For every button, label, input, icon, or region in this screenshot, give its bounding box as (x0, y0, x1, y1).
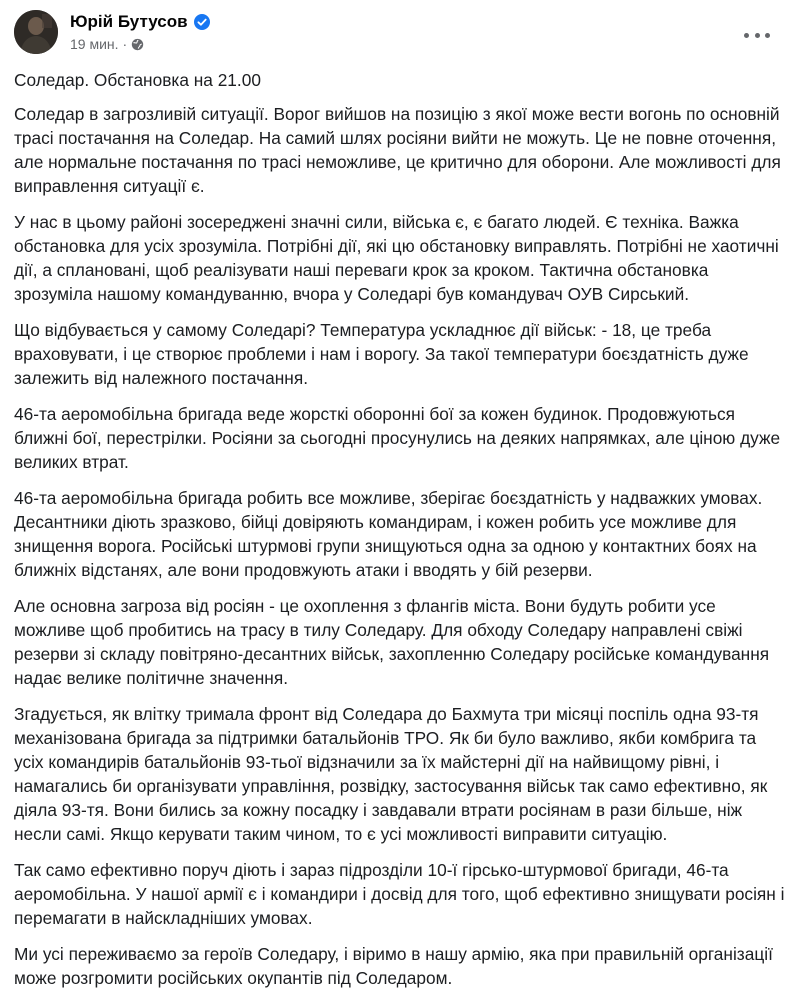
post-paragraph: Але основна загроза від росіян - це охоплення з флангів міста. Вони будуть робити усе можливе щоб пробитись на трасу в тилу Соледару. Для обходу Соледару направлені свіжі резерви зі складу повітряно-десантних військ, захопленню Соледару російське командування надає велике політичне значення. (14, 596, 770, 688)
meta-separator: · (122, 36, 128, 52)
more-dot (765, 33, 770, 38)
more-options-icon[interactable] (744, 30, 770, 40)
author-name[interactable]: Юрій Бутусов (70, 12, 188, 31)
post-title: Соледар. Обстановка на 21.00 (14, 70, 261, 90)
post-meta (70, 35, 210, 53)
globe-icon[interactable] (131, 38, 144, 51)
post-paragraph: Соледар в загрозливій ситуації. Ворог вийшов на позицію з якої може вести вогонь по основній трасі постачання на Соледар. На самий шлях росіяни вийти не можуть. Це не повне оточення, але нормальне постачання по трасі неможливе, це критично для оборони. Але можливості для виправлення ситуації є. (14, 104, 781, 196)
avatar-photo (14, 10, 58, 54)
more-dot (755, 33, 760, 38)
post-header (14, 8, 786, 64)
post-body (14, 68, 786, 999)
post-timestamp[interactable]: 19 мин. (70, 36, 119, 52)
post-paragraph: Згадується, як влітку тримала фронт від Соледара до Бахмута три місяці поспіль одна 93-тя механізована бригада за підтримки батальйонів ТРО. Як би було важливо, якби комбрига та усіх командирів батальйонів 93-тьої відзначили за їх майстерні дії на найвищому рівні, і намагались би організувати управління, розвідку, застосування військ так само ефективно, як діяла 93-тя. Вони бились за кожну посадку і завдавали втрати росіянам в рази більше, ніж несли самі. Якщо керувати таким чином, то є усі можливості виправити ситуацію. (14, 704, 768, 844)
author-block (70, 10, 210, 53)
author-line (70, 10, 210, 34)
author-avatar[interactable] (14, 10, 58, 54)
more-dot (744, 33, 749, 38)
post-paragraph: 46-та аеромобільна бригада робить все можливе, зберігає боєздатність у надважких умовах. Десантники діють зразково, бійці довіряють командирам, і кожен робить усе можливе для знищення ворога. Російські штурмові групи знищуються одна за одною у контактних боях на ближніх відстанях, але вони продовжують атаки і вводять у бій резерви. (14, 488, 763, 580)
post-paragraph: Ми усі переживаємо за героїв Соледару, і віримо в нашу армію, яка при правильній організації може розгромити російських окупантів під Соледаром. (14, 944, 773, 988)
post-paragraph: Що відбувається у самому Соледарі? Температура ускладнює дії військ: - 18, це треба враховувати, і це створює проблеми і нам і ворогу. За такої температури боєздатність дуже залежить від належного постачання. (14, 320, 749, 388)
verified-badge-icon (194, 14, 210, 30)
post-paragraph: 46-та аеромобільна бригада веде жорсткі оборонні бої за кожен будинок. Продовжуються ближні бої, перестрілки. Росіяни за сьогодні просунулись на деяких напрямках, але ціною дуже великих втрат. (14, 404, 781, 472)
post-paragraph: У нас в цьому районі зосереджені значні сили, війська є, є багато людей. Є техніка. Важка обстановка для усіх зрозуміла. Потрібні дії, які цю обстановку виправлять. Потрібні не хаотичні дії, а сплановані, щоб реалізувати наші переваги крок за кроком. Тактична обстановка зрозуміла нашому командуванню, вчора у Соледарі був командувач ОУВ Сирський. (14, 212, 779, 304)
post-paragraph: Так само ефективно поруч діють і зараз підрозділи 10-ї гірсько-штурмової бригади, 46-та аеромобільна. У нашої армії є і командири і досвід для того, щоб ефективно знищувати росіян і перемагати в найскладніших умовах. (14, 860, 785, 928)
